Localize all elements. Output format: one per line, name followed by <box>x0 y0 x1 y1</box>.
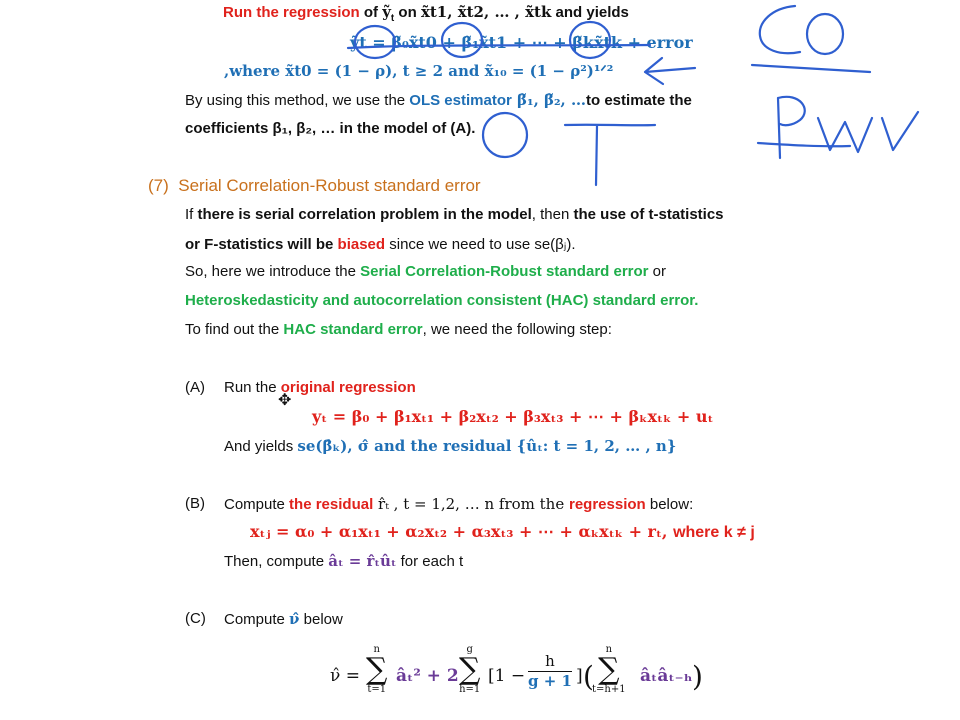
section-heading <box>148 176 481 196</box>
letter-p-icon <box>778 97 805 158</box>
fraction: h g + 1 <box>528 652 572 690</box>
para-line-1: If there is serial correlation problem in the model, then the use of t-statistics <box>185 206 724 223</box>
step-b-then: Then, compute âₜ = r̂ₜûₜ for each t <box>224 552 464 570</box>
step-c-label: (C) <box>185 610 206 627</box>
term-3: âₜâₜ₋ₕ <box>640 666 693 686</box>
paren-close: ) <box>692 660 703 693</box>
para-line-3: So, here we introduce the Serial Correlation-Robust standard error or <box>185 263 667 280</box>
step-a-yields: And yields se(β̂ₖ), σ̂ and the residual {ûₜ: t = 1, 2, … , n} <box>224 437 677 455</box>
sum-3: n ∑ t=h+1 <box>592 644 626 695</box>
step-b-label: (B) <box>185 495 205 512</box>
para-line-5: To find out the HAC standard error, we need the following step: <box>185 321 612 338</box>
circle-a-icon <box>483 113 527 157</box>
bracket-close: ] <box>576 666 583 686</box>
section-title: Serial Correlation-Robust standard error <box>178 176 481 195</box>
section-number: (7) <box>148 176 169 195</box>
move-cursor-icon: ✥ <box>278 392 292 409</box>
original-regression-equation: yₜ = β₀ + β₁xₜ₁ + β₂xₜ₂ + β₃xₜ₃ + ⋯ + βₖxₜₖ + uₜ <box>312 407 714 426</box>
transformed-equation: ỹt = β̃₀x̃t0 + β̃₁x̃t1 + ⋯ + β̃kx̃tk + error <box>350 33 693 52</box>
underline-pwv-icon <box>758 143 850 146</box>
sum-1: n ∑ t=1 <box>366 644 388 695</box>
letter-w-icon <box>818 118 872 152</box>
coefficients-line: coefficients β₁, β₂, … in the model of (A). <box>185 120 476 137</box>
step-c-text: Compute ν̂ below <box>224 610 343 628</box>
auxiliary-regression-equation: xₜⱼ = α₀ + α₁xₜ₁ + α₂xₜ₂ + α₃xₜ₃ + ⋯ + αₖxₜₖ + rₜ, where k ≠ j <box>250 522 755 541</box>
where-line: ,where x̃t0 = (1 − ρ), t ≥ 2 and x̃₁₀ = (1 − ρ²)¹ᐟ² <box>224 62 614 80</box>
letter-c-icon <box>760 6 800 53</box>
step-a-text: Run the original regression <box>224 379 416 396</box>
term-1: âₜ² + 2 <box>396 666 459 686</box>
left-arrow-icon <box>645 58 695 84</box>
sum-2: g ∑ h=1 <box>459 644 481 695</box>
para-line-4: Heteroskedasticity and autocorrelation consistent (HAC) standard error. <box>185 292 699 309</box>
bracket-term: [1 − <box>488 666 526 686</box>
step-b-text: Compute the residual r̂ₜ , t = 1,2, … n from the regression below: <box>224 495 694 513</box>
letter-o-icon <box>807 14 843 54</box>
step-a-label: (A) <box>185 379 205 396</box>
vhat-lhs: ν̂ = <box>330 666 360 686</box>
method-line: By using this method, we use the OLS estimator β̃₁, β̃₂, …to estimate the <box>185 91 692 109</box>
para-line-2: or F-statistics will be biased since we need to use se(βⱼ). <box>185 236 576 253</box>
regression-line: Run the regression of $ỹ_t$ on x̃t1, x̃t2, … , x̃tk and yields <box>223 3 629 24</box>
letter-v-icon <box>882 112 918 150</box>
letter-t-icon <box>565 125 655 185</box>
paren-open: ( <box>583 660 594 693</box>
underline-co-icon <box>752 65 870 72</box>
run-regression-text: Run the regression <box>223 4 360 21</box>
